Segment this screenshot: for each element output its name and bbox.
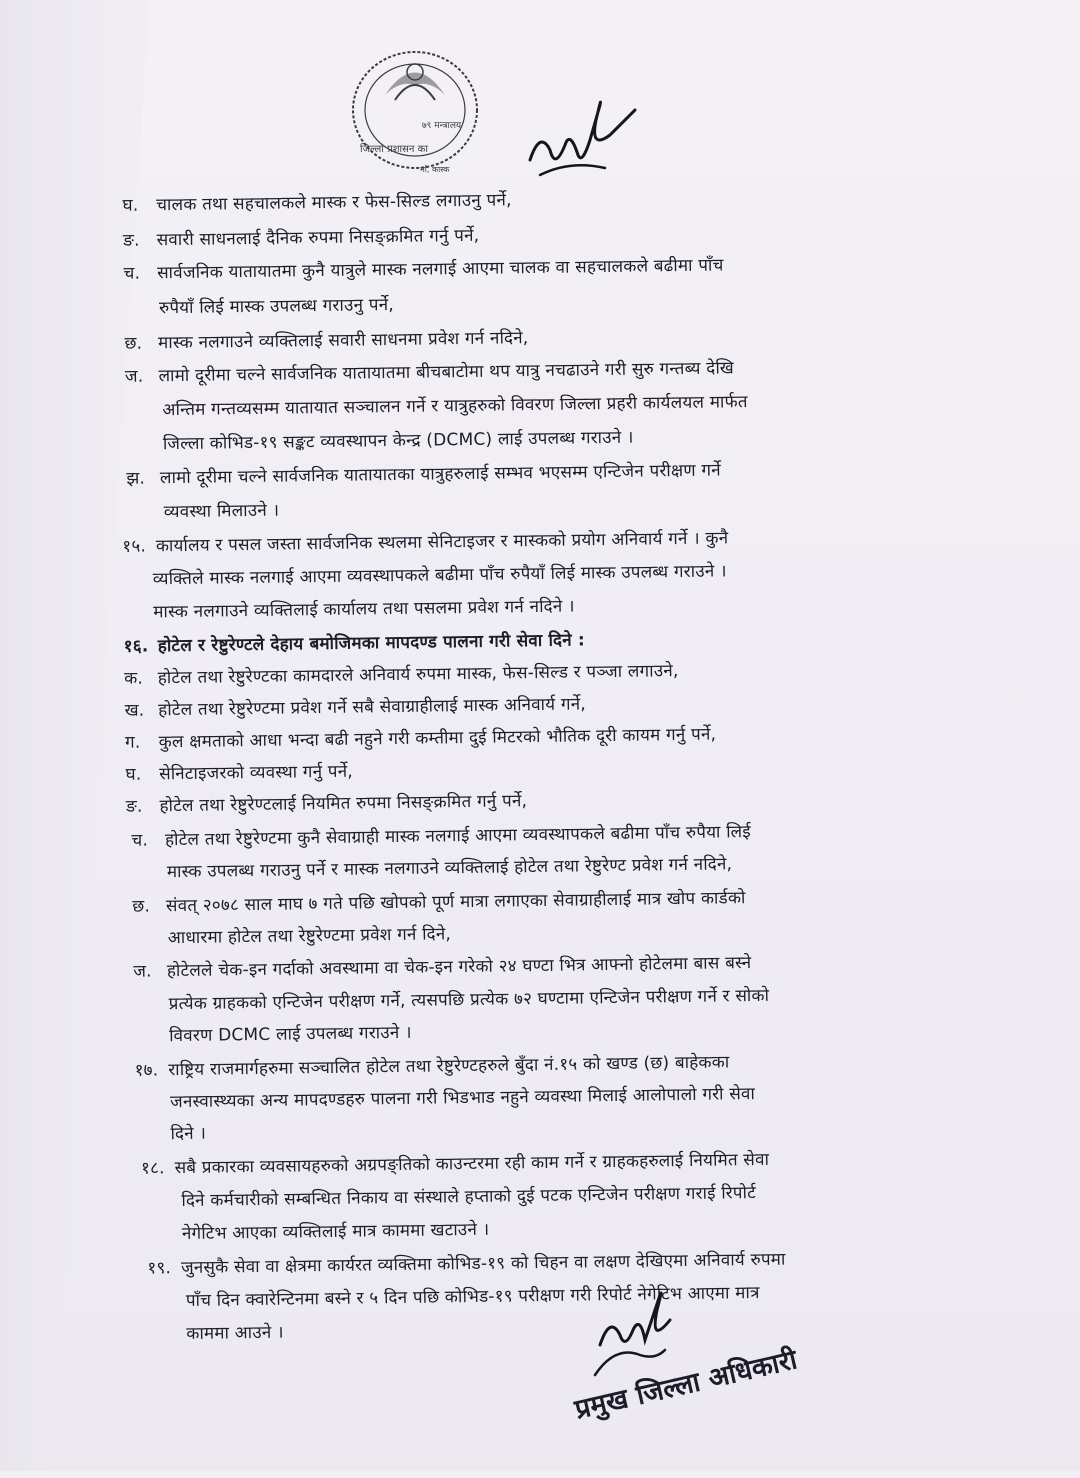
item-text: व्यक्तिले मास्क नलगाई आएमा व्यवस्थापकले बढीमा पाँच रुपैयाँ लिई मास्क उपलब्ध गराउने । bbox=[152, 561, 727, 590]
document-line bbox=[124, 325, 528, 354]
item-text: मास्क नलगाउने व्यक्तिलाई कार्यालय तथा पसलमा प्रवेश गर्न नदिने । bbox=[153, 596, 575, 623]
document-line bbox=[147, 1247, 785, 1279]
item-text: आधारमा होटेल तथा रेष्टुरेण्टमा प्रवेश गर्न दिने, bbox=[167, 924, 452, 949]
document-line bbox=[126, 457, 721, 488]
item-text: मास्क नलगाउने व्यक्तिलाई सवारी साधनमा प्रवेश गर्न नदिने, bbox=[157, 328, 529, 354]
document-line bbox=[125, 355, 734, 387]
item-text: प्रत्येक ग्राहकको एन्टिजेन परीक्षण गर्ने, त्यसपछि प्रत्येक ७२ घण्टामा एन्टिजेन परीक्षण गर्ने र सोको bbox=[168, 985, 770, 1015]
document-line bbox=[123, 223, 480, 251]
item-text: होटेल तथा रेष्टुरेण्टमा प्रवेश गर्ने सबै सेवाग्राहीलाई मास्क अनिवार्य गर्ने, bbox=[158, 694, 587, 721]
item-text: सेनिटाइजरको व्यवस्था गर्नु पर्ने, bbox=[158, 761, 354, 785]
document-line bbox=[186, 1320, 284, 1344]
item-label: च. bbox=[123, 263, 141, 284]
document-line bbox=[164, 498, 280, 523]
item-label: छ. bbox=[132, 896, 151, 917]
item-label: १८. bbox=[140, 1158, 165, 1179]
item-label: ज. bbox=[133, 961, 152, 982]
item-text: होटेल तथा रेष्टुरेण्टलाई नियमित रुपमा निसङ्क्रमित गर्नु पर्ने, bbox=[159, 791, 528, 817]
item-text: लामो दूरीमा चल्ने सार्वजनिक यातायातमा बीचबाटोमा थप यात्रु नचढाउने गरी सुरु गन्तब्य देखि bbox=[158, 358, 735, 387]
item-label: १७. bbox=[134, 1060, 159, 1081]
document-line bbox=[125, 759, 353, 785]
item-text: लामो दूरीमा चल्ने सार्वजनिक यातायातका यात्रुहरुलाई सम्भव भएसम्म एन्टिजेन परीक्षण गर्ने bbox=[159, 460, 721, 489]
document-line bbox=[153, 558, 727, 589]
item-text: रुपैयाँ लिई मास्क उपलब्ध गराउनु पर्ने, bbox=[158, 294, 395, 319]
item-text: सवारी साधनलाई दैनिक रुपमा निसङ्क्रमित गर्नु पर्ने, bbox=[156, 225, 480, 251]
item-text: व्यवस्था मिलाउने । bbox=[163, 500, 280, 523]
item-text: कार्यालय र पसल जस्ता सार्वजनिक स्थलमा सेनिटाइजर र मास्कको प्रयोग अनिवार्य गर्ने । कुनै bbox=[155, 528, 729, 557]
document-line bbox=[162, 389, 748, 420]
item-label: १९. bbox=[147, 1258, 172, 1279]
item-label: घ. bbox=[125, 764, 142, 785]
item-text: विवरण DCMC लाई उपलब्ध गराउने । bbox=[169, 1022, 412, 1047]
item-text: मास्क उपलब्ध गराउनु पर्ने र मास्क नलगाउने व्यक्तिलाई होटेल तथा रेष्टुरेण्ट प्रवेश गर्न नदिने, bbox=[166, 854, 733, 883]
item-label: ङ. bbox=[125, 796, 143, 817]
item-text: होटेल तथा रेष्टुरेण्टमा कुनै सेवाग्राही मास्क नलगाई आएमा व्यवस्थापकले बढीमा पाँच रुपैया लिई bbox=[164, 822, 751, 851]
document-line bbox=[124, 627, 586, 656]
item-label: ख. bbox=[124, 700, 145, 721]
document-line bbox=[168, 921, 452, 948]
document-line bbox=[169, 1020, 412, 1046]
document-line bbox=[170, 1081, 755, 1112]
document-line bbox=[159, 292, 394, 318]
item-text: कुल क्षमताको आधा भन्दा बढी नहुने गरी कम्तीमा दुई मिटरको भौतिक दूरी कायम गर्नु पर्ने, bbox=[158, 724, 717, 753]
item-text: अन्तिम गन्तव्यसम्म यातायात सञ्चालन गर्ने र यात्रुहरुको विवरण जिल्ला प्रहरी कार्यलयल मार्फत bbox=[162, 392, 748, 421]
document-line bbox=[170, 1121, 206, 1144]
item-text: सबै प्रकारका व्यवसायहरुको अग्रपङ्तिको काउन्टरमा रही काम गर्ने र ग्राहकहरुलाई नियमित सेवा bbox=[174, 1149, 770, 1179]
item-label: १५. bbox=[122, 536, 147, 557]
seal-text-1: ७९ मन्त्रालय bbox=[422, 121, 462, 131]
document-line bbox=[132, 885, 745, 917]
document-line bbox=[134, 1049, 729, 1080]
item-text: पाँच दिन क्वारेन्टिनमा बस्ने र ५ दिन पछि कोभिड-१९ परीक्षण गरी रिपोर्ट नेगेटिभ आएमा मात्र bbox=[185, 1282, 760, 1311]
document-line bbox=[182, 1217, 490, 1244]
document-line bbox=[125, 722, 716, 753]
item-text: सार्वजनिक यातायातमा कुनै यात्रुले मास्क नलगाई आएमा चालक वा सहचालकले बढीमा पाँच bbox=[156, 255, 724, 284]
item-text: जिल्ला कोभिड-१९ सङ्कट व्यवस्थापन केन्द्र (DCMC) लाई उपलब्ध गराउने । bbox=[162, 427, 634, 455]
item-label: ङ. bbox=[122, 230, 140, 251]
document-line bbox=[122, 187, 511, 215]
item-text: जनस्वास्थ्यका अन्य मापदण्डहरु पालना गरी भिडभाड नहुने व्यवस्था मिलाई आलोपालो गरी सेवा bbox=[169, 1084, 756, 1113]
seal-text-3: र्मा, कास्क bbox=[420, 165, 450, 174]
document-line bbox=[167, 851, 733, 882]
item-label: क. bbox=[124, 668, 144, 689]
item-label: छ. bbox=[124, 333, 143, 354]
document-line bbox=[124, 658, 679, 689]
item-text: संवत् २०७८ साल माघ ७ गते पछि खोपको पूर्ण मात्रा लगाएका सेवाग्राहीलाई मात्र खोप कार्डको bbox=[165, 888, 746, 917]
document-line bbox=[133, 950, 751, 982]
document-line bbox=[122, 525, 728, 556]
item-label: झ. bbox=[126, 468, 146, 489]
item-text: चालक तथा सहचालकले मास्क र फेस-सिल्ड लगाउनु पर्ने, bbox=[156, 190, 512, 216]
item-text: दिने कर्मचारीको सम्बन्धित निकाय वा संस्थाले हप्ताको दुई पटक एन्टिजेन परीक्षण गराई रिपोर्ट bbox=[181, 1183, 757, 1212]
officer-title: प्रमुख जिल्ला अधिकारी bbox=[571, 1344, 801, 1426]
document-line bbox=[123, 252, 723, 283]
document-line bbox=[126, 788, 528, 817]
item-text: जुनसुकै सेवा वा क्षेत्रमा कार्यरत व्यक्तिमा कोभिड-१९ को चिहन वा लक्षण देखिएमा अनिवार्य रुपमा bbox=[180, 1249, 786, 1279]
document-line bbox=[141, 1147, 769, 1179]
document-line bbox=[181, 1180, 756, 1211]
item-label: च. bbox=[131, 830, 149, 851]
item-text: राष्ट्रिय राजमार्गहरुमा सञ्चालित होटेल तथा रेष्टुरेण्टहरुले बुँदा नं.१५ को खण्ड (छ) बाहेकका bbox=[168, 1052, 730, 1081]
item-text: होटेल तथा रेष्टुरेण्टका कामदारले अनिवार्य रुपमा मास्क, फेस-सिल्ड र पञ्जा लगाउने, bbox=[157, 661, 679, 689]
item-text: काममा आउने । bbox=[186, 1322, 284, 1344]
document-line bbox=[131, 819, 751, 851]
seal-text-2: जिल्ला प्रशासन का bbox=[360, 144, 428, 155]
item-label: १६. bbox=[123, 636, 149, 657]
item-label: घ. bbox=[122, 195, 139, 216]
document-line bbox=[124, 691, 586, 720]
item-text: नेगेटिभ आएका व्यक्तिलाई मात्र काममा खटाउने । bbox=[181, 1219, 490, 1245]
item-label: ग. bbox=[124, 732, 141, 753]
item-text: होटेलले चेक-इन गर्दाको अवस्थामा वा चेक-इन गरेको २४ घण्टा भित्र आफ्नो होटेलमा बास बस्ने bbox=[166, 953, 752, 982]
document-line bbox=[153, 594, 575, 623]
document-line bbox=[169, 983, 770, 1014]
item-text: दिने । bbox=[170, 1123, 207, 1145]
item-label: ज. bbox=[124, 366, 144, 387]
document-line bbox=[163, 425, 634, 455]
item-text: होटेल र रेष्टुरेण्टले देहाय बमोजिमका मापदण्ड पालना गरी सेवा दिने : bbox=[157, 630, 586, 657]
